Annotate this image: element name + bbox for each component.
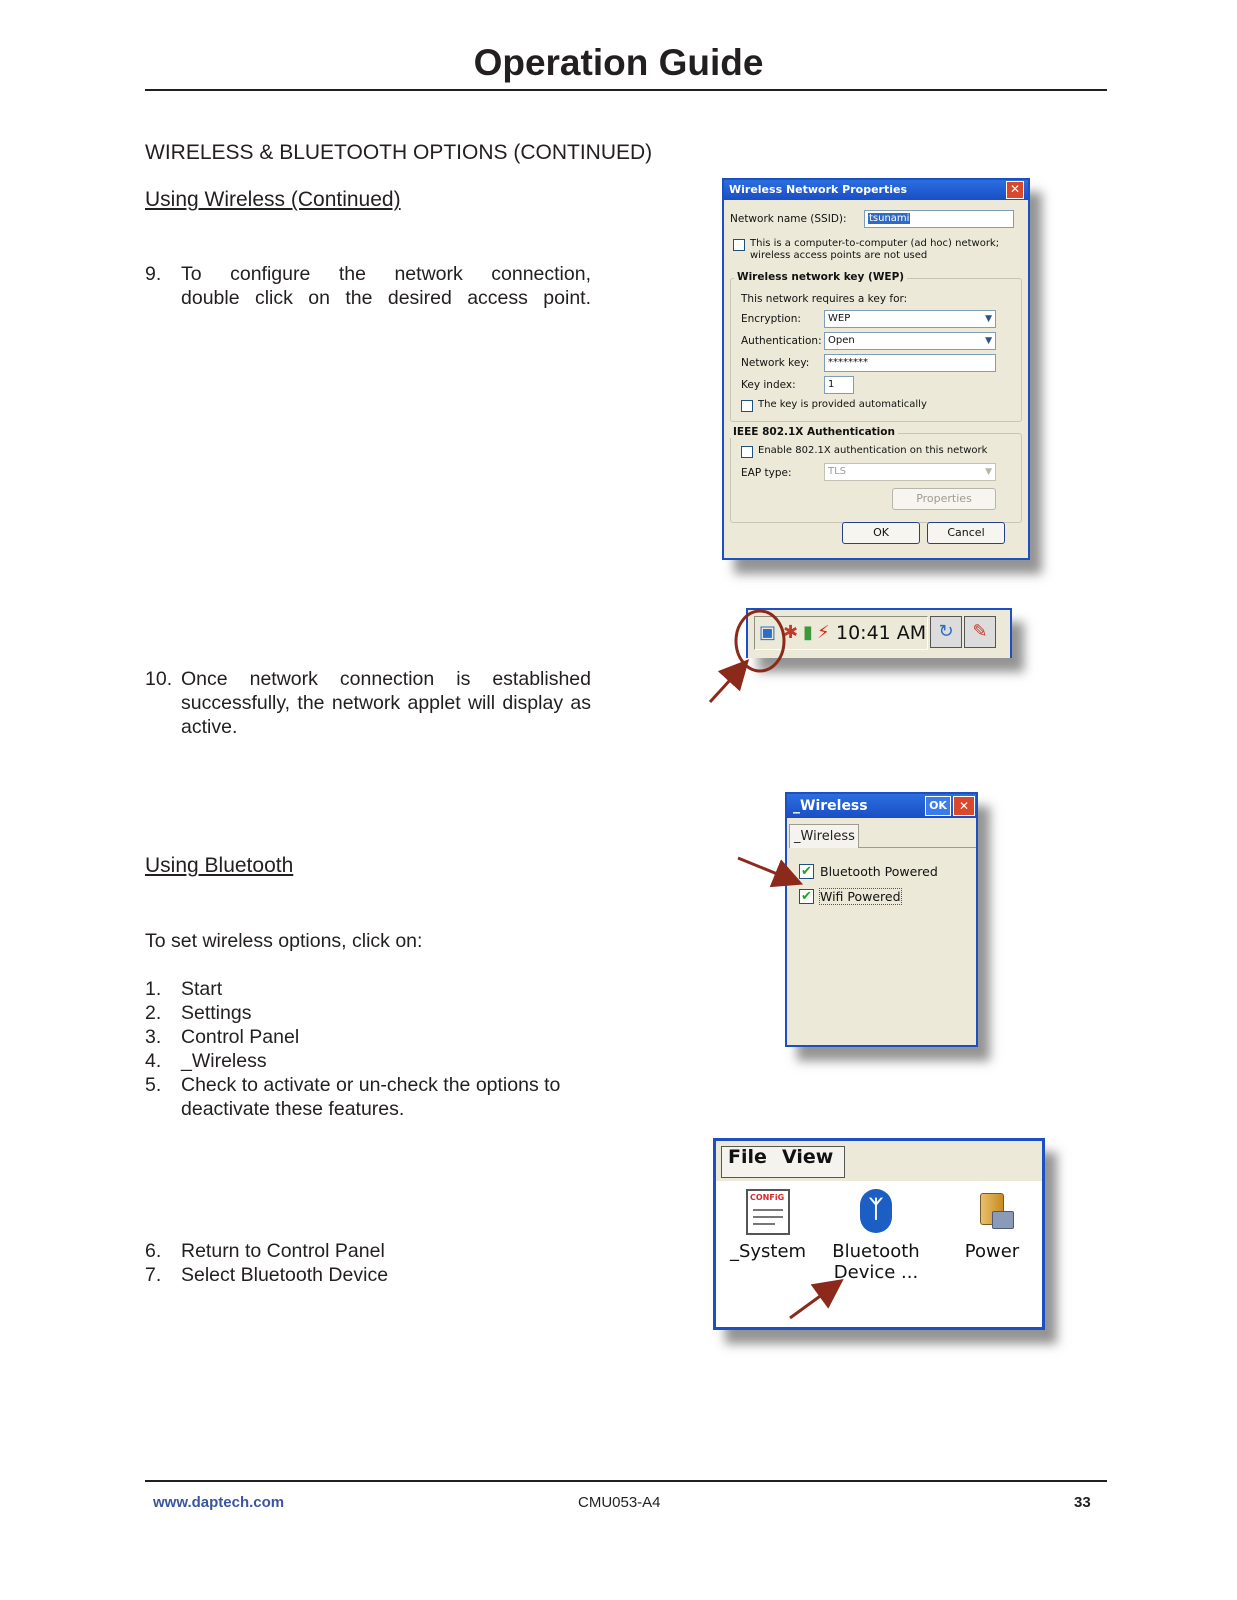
properties-button[interactable]: Properties	[892, 488, 996, 510]
menu-file[interactable]: File	[728, 1146, 767, 1168]
chevron-down-icon: ▼	[985, 336, 992, 346]
step-number: 4.	[145, 1050, 162, 1072]
desktop-toggle-icon[interactable]: ↻	[930, 616, 962, 648]
input-panel-icon[interactable]: ✎	[964, 616, 996, 648]
auto-key-label: The key is provided automatically	[758, 399, 927, 410]
network-key-input[interactable]: ********	[824, 354, 996, 372]
step-text: active.	[181, 716, 238, 738]
ssid-label: Network name (SSID):	[730, 213, 847, 225]
footer-rule	[145, 1480, 1107, 1482]
eap-type-label: EAP type:	[741, 467, 792, 479]
ok-button[interactable]: OK	[842, 522, 920, 544]
page-number: 33	[1074, 1494, 1091, 1511]
eap-type-value: TLS	[828, 466, 847, 477]
arrow-to-network-icon	[710, 668, 741, 702]
bluetooth-label-line2: Device ...	[833, 1262, 919, 1283]
step-number: 1.	[145, 978, 162, 1000]
chevron-down-icon: ▼	[985, 314, 992, 324]
battery-icon[interactable]: ▮	[803, 622, 813, 643]
step-number: 3.	[145, 1026, 162, 1048]
step-number: 9.	[145, 263, 162, 285]
close-icon[interactable]: ✕	[1006, 181, 1024, 199]
step-number: 2.	[145, 1002, 162, 1024]
step-text: Settings	[181, 1002, 252, 1024]
adhoc-line2: wireless access points are not used	[750, 250, 928, 261]
dialog-title: Wireless Network Properties	[724, 180, 1028, 200]
encryption-value: WEP	[828, 313, 851, 324]
wep-group-title: Wireless network key (WEP)	[734, 271, 907, 283]
step-text: Once network connection is established	[181, 668, 591, 690]
bluetooth-powered-label: Bluetooth Powered	[820, 864, 938, 879]
arrow-to-bluetooth-powered	[738, 858, 792, 880]
network-key-label: Network key:	[741, 357, 810, 369]
footer-website[interactable]: www.daptech.com	[153, 1494, 285, 1511]
subsection-wireless-heading: Using Wireless (Continued)	[145, 188, 401, 211]
step-text: deactivate these features.	[181, 1098, 405, 1120]
cancel-button[interactable]: Cancel	[927, 522, 1005, 544]
step-text: To configure the network connection,	[181, 263, 591, 285]
menu-view[interactable]: View	[782, 1146, 834, 1168]
bluetooth-powered-checkbox[interactable]: ✔	[799, 864, 814, 879]
intro-text: To set wireless options, click on:	[145, 930, 423, 952]
step-number: 10.	[145, 668, 173, 690]
footer-doc-code: CMU053-A4	[578, 1494, 661, 1511]
ssid-value: tsunami	[869, 213, 910, 224]
adhoc-line1: This is a computer-to-computer (ad hoc) network;	[750, 238, 1000, 249]
close-icon[interactable]: ✕	[953, 796, 975, 816]
authentication-label: Authentication:	[741, 335, 822, 347]
subsection-bluetooth-heading: Using Bluetooth	[145, 854, 294, 877]
clock-text[interactable]: 10:41 AM	[836, 622, 927, 644]
step-text: Start	[181, 978, 223, 1000]
step-text: double click on the desired access point.	[181, 287, 591, 309]
step-number: 7.	[145, 1264, 162, 1286]
encryption-label: Encryption:	[741, 313, 801, 325]
arrow-to-bluetooth-device	[790, 1286, 834, 1318]
bluetooth-rune-icon: ᛉ	[868, 1195, 884, 1223]
step-text: Return to Control Panel	[181, 1240, 385, 1262]
step-number: 6.	[145, 1240, 162, 1262]
key-index-input[interactable]: 1	[824, 376, 854, 394]
section-title: WIRELESS & BLUETOOTH OPTIONS (CONTINUED)	[145, 141, 653, 164]
step-text: _Wireless	[181, 1050, 267, 1072]
page-title: Operation Guide	[473, 42, 764, 83]
wifi-powered-checkbox[interactable]: ✔	[799, 889, 814, 904]
requires-label: This network requires a key for:	[741, 293, 908, 305]
step-text: Control Panel	[181, 1026, 300, 1048]
authentication-value: Open	[828, 335, 855, 346]
step-text: Check to activate or un-check the options to	[181, 1074, 561, 1096]
system-label[interactable]: _System	[729, 1241, 807, 1262]
enable-8021x-label: Enable 802.1X authentication on this network	[758, 445, 988, 456]
step-text: successfully, the network applet will display as	[181, 692, 591, 714]
step-text: Select Bluetooth Device	[181, 1264, 389, 1286]
ok-button[interactable]: OK	[925, 796, 951, 816]
charging-icon[interactable]: ⚡	[817, 622, 830, 643]
power-label[interactable]: Power	[964, 1241, 1020, 1262]
chevron-down-icon: ▼	[985, 467, 992, 477]
network-icon[interactable]: ▣	[759, 622, 777, 643]
bluetooth-off-icon[interactable]: ✱	[783, 622, 799, 643]
ieee-group-title: IEEE 802.1X Authentication	[730, 426, 898, 438]
config-badge: CONFiG	[750, 1193, 785, 1202]
step-number: 5.	[145, 1074, 162, 1096]
applet-title: _Wireless	[787, 794, 976, 818]
bluetooth-label-line1: Bluetooth	[832, 1241, 920, 1262]
key-index-label: Key index:	[741, 379, 796, 391]
wifi-powered-label: Wifi Powered	[820, 889, 901, 904]
highlight-circle	[736, 611, 784, 671]
tab-wireless[interactable]: _Wireless	[789, 824, 859, 848]
